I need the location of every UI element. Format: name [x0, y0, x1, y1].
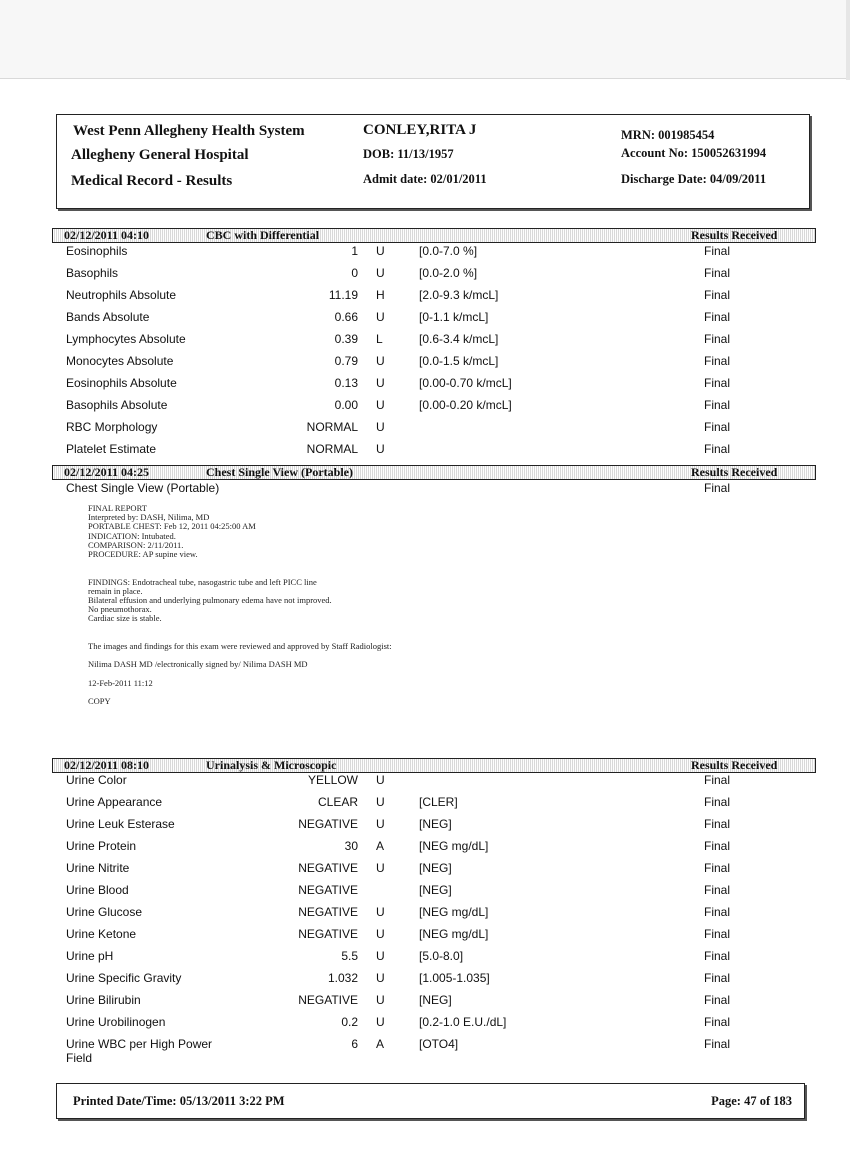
result-flag: U	[376, 244, 385, 258]
result-row	[0, 354, 850, 374]
result-flag: U	[376, 949, 385, 963]
test-name: Chest Single View (Portable)	[66, 481, 220, 495]
discharge-date: Discharge Date: 04/09/2011	[621, 172, 767, 186]
reference-range: [NEG]	[419, 993, 452, 1007]
result-status: Final	[704, 817, 731, 831]
result-status: Final	[704, 905, 731, 919]
result-flag: U	[376, 905, 385, 919]
reference-range: [NEG]	[419, 861, 452, 875]
reference-range: [NEG mg/dL]	[419, 905, 489, 919]
result-flag: A	[376, 1037, 385, 1051]
result-row	[0, 420, 850, 440]
result-status: Final	[704, 927, 731, 941]
org-name: West Penn Allegheny Health System	[73, 123, 305, 139]
test-name: Urine Nitrite	[66, 861, 130, 875]
section-status-header: Results Received	[691, 228, 778, 242]
result-value: NEGATIVE	[298, 993, 358, 1007]
result-value: 5.5	[341, 949, 358, 963]
reference-range: [2.0-9.3 k/mcL]	[419, 288, 499, 302]
result-value: 0.79	[334, 354, 358, 368]
result-value: NORMAL	[306, 420, 358, 434]
result-row	[0, 310, 850, 330]
reference-range: [CLER]	[419, 795, 458, 809]
result-value: 0.13	[334, 376, 358, 390]
result-value: 0.2	[341, 1015, 358, 1029]
report-line: COMPARISON: 2/11/2011.	[88, 539, 184, 550]
admit-date: Admit date: 02/01/2011	[363, 172, 487, 186]
report-line: FINAL REPORT	[88, 503, 147, 513]
result-value: NORMAL	[306, 442, 358, 456]
section-title: CBC with Differential	[206, 228, 320, 242]
result-value: 0.66	[334, 310, 358, 324]
result-value: NEGATIVE	[298, 883, 358, 897]
reference-range: [0.2-1.0 E.U./dL]	[419, 1015, 507, 1029]
result-value: NEGATIVE	[298, 927, 358, 941]
test-name: Urine Appearance	[66, 795, 163, 809]
test-name-continued: Field	[66, 1051, 93, 1065]
result-row	[0, 905, 850, 925]
account-number: Account No: 150052631994	[621, 146, 767, 160]
result-flag: U	[376, 266, 385, 280]
test-name: Platelet Estimate	[66, 442, 157, 456]
reference-range: [0.00-0.20 k/mcL]	[419, 398, 512, 412]
report-line: FINDINGS: Endotracheal tube, nasogastric tube and left PICC line	[88, 576, 317, 587]
result-row	[0, 883, 850, 903]
result-status: Final	[704, 442, 731, 456]
result-flag: U	[376, 420, 385, 434]
result-status: Final	[704, 861, 731, 875]
reference-range: [1.005-1.035]	[419, 971, 490, 985]
reference-range: [OTO4]	[419, 1037, 459, 1051]
result-row	[0, 288, 850, 308]
result-row	[0, 839, 850, 859]
result-value: 1.032	[327, 971, 358, 985]
mrn: MRN: 001985454	[621, 128, 715, 142]
report-line: No pneumothorax.	[88, 604, 152, 615]
result-status: Final	[704, 839, 731, 853]
reference-range: [0.6-3.4 k/mcL]	[419, 332, 499, 346]
result-flag: U	[376, 795, 385, 809]
report-line: INDICATION: Intubated.	[88, 530, 176, 541]
print-footer	[56, 1083, 805, 1119]
report-line: The images and findings for this exam were reviewed and approved by Staff Radiologist:	[88, 641, 392, 652]
reference-range: [0-1.1 k/mcL]	[419, 310, 489, 324]
result-value: CLEAR	[317, 795, 358, 809]
section-header-bar	[52, 758, 816, 773]
patient-name: CONLEY,RITA J	[363, 122, 477, 138]
result-row	[0, 817, 850, 837]
section-header-bar	[52, 228, 816, 243]
result-status: Final	[704, 1015, 731, 1029]
reference-range: [0.0-1.5 k/mcL]	[419, 354, 499, 368]
report-line	[88, 688, 392, 697]
report-line	[88, 559, 392, 568]
result-value: NEGATIVE	[298, 861, 358, 875]
result-value: 6	[351, 1037, 358, 1051]
section-status-header: Results Received	[691, 758, 778, 772]
result-flag: L	[376, 332, 383, 346]
test-name: Monocytes Absolute	[66, 354, 174, 368]
result-status: Final	[704, 398, 731, 412]
test-name: Urine WBC per High Power	[66, 1037, 213, 1051]
result-flag: U	[376, 927, 385, 941]
result-row	[0, 795, 850, 815]
result-flag: U	[376, 1015, 385, 1029]
result-flag: U	[376, 398, 385, 412]
result-status: Final	[704, 376, 731, 390]
test-name: Bands Absolute	[66, 310, 150, 324]
result-row	[0, 332, 850, 352]
test-name: Urine Glucose	[66, 905, 143, 919]
result-status: Final	[704, 288, 731, 302]
test-name: Urine Blood	[66, 883, 129, 897]
result-value: 0.00	[334, 398, 358, 412]
result-row	[0, 949, 850, 969]
result-status: Final	[704, 883, 731, 897]
test-name: Basophils Absolute	[66, 398, 168, 412]
result-status: Final	[704, 949, 731, 963]
report-line: remain in place.	[88, 585, 143, 596]
result-flag: A	[376, 839, 385, 853]
result-value: 30	[344, 839, 358, 853]
result-status: Final	[704, 971, 731, 985]
result-status: Final	[704, 310, 731, 324]
result-flag: U	[376, 861, 385, 875]
result-flag: U	[376, 376, 385, 390]
result-row	[0, 481, 850, 501]
page-number: Page: 47 of 183	[711, 1094, 792, 1108]
result-row	[0, 1015, 850, 1035]
report-line: PORTABLE CHEST: Feb 12, 2011 04:25:00 AM	[88, 521, 256, 532]
test-name: Lymphocytes Absolute	[66, 332, 186, 346]
section-status-header: Results Received	[691, 465, 778, 479]
report-line: Nilima DASH MD /electronically signed by/ Nilima DASH MD	[88, 659, 308, 670]
result-value: 11.19	[328, 288, 358, 302]
report-line: Bilateral effusion and underlying pulmonary edema have not improved.	[88, 595, 332, 606]
section-header-bar	[52, 465, 816, 480]
section-title: Chest Single View (Portable)	[206, 465, 353, 479]
result-status: Final	[704, 481, 731, 495]
section-title: Urinalysis & Microscopic	[206, 758, 337, 772]
reference-range: [0.00-0.70 k/mcL]	[419, 376, 512, 390]
result-flag: U	[376, 993, 385, 1007]
test-name: Basophils	[66, 266, 119, 280]
reference-range: [NEG]	[419, 817, 452, 831]
radiology-report	[88, 504, 392, 706]
result-value: 0	[351, 266, 358, 280]
result-row	[0, 971, 850, 991]
reference-range: [NEG mg/dL]	[419, 839, 489, 853]
test-name: Urine Specific Gravity	[66, 971, 182, 985]
section-datetime: 02/12/2011 08:10	[64, 758, 150, 772]
result-status: Final	[704, 773, 731, 787]
report-line: PROCEDURE: AP supine view.	[88, 549, 198, 560]
result-row	[0, 376, 850, 396]
report-line	[88, 624, 392, 633]
test-name: Urine Ketone	[66, 927, 137, 941]
report-line: COPY	[88, 696, 111, 707]
section-datetime: 02/12/2011 04:10	[64, 228, 150, 242]
result-status: Final	[704, 332, 731, 346]
reference-range: [NEG mg/dL]	[419, 927, 489, 941]
report-line: Interpreted by: DASH, Nilima, MD	[88, 512, 210, 523]
test-name: RBC Morphology	[66, 420, 158, 434]
result-status: Final	[704, 266, 731, 280]
test-name: Urine pH	[66, 949, 114, 963]
result-row	[0, 773, 850, 793]
result-flag: H	[376, 288, 385, 302]
result-value: NEGATIVE	[298, 817, 358, 831]
report-line: 12-Feb-2011 11:12	[88, 677, 153, 688]
result-flag: U	[376, 442, 385, 456]
result-status: Final	[704, 244, 731, 258]
test-name: Eosinophils	[66, 244, 128, 258]
result-status: Final	[704, 354, 731, 368]
test-name: Urine Bilirubin	[66, 993, 141, 1007]
result-status: Final	[704, 795, 731, 809]
result-row	[0, 244, 850, 264]
test-name: Neutrophils Absolute	[66, 288, 177, 302]
test-name-continuation	[0, 1051, 850, 1071]
result-row	[0, 398, 850, 418]
test-name: Urine Leuk Esterase	[66, 817, 175, 831]
reference-range: [5.0-8.0]	[419, 949, 464, 963]
result-flag: U	[376, 817, 385, 831]
result-row	[0, 993, 850, 1013]
result-row	[0, 442, 850, 462]
result-flag: U	[376, 354, 385, 368]
report-line: Cardiac size is stable.	[88, 613, 162, 624]
printed-datetime: Printed Date/Time: 05/13/2011 3:22 PM	[73, 1094, 285, 1108]
patient-dob: DOB: 11/13/1957	[363, 147, 454, 161]
result-flag: U	[376, 971, 385, 985]
result-row	[0, 927, 850, 947]
test-name: Urine Protein	[66, 839, 137, 853]
result-flag: U	[376, 310, 385, 324]
result-row	[0, 266, 850, 286]
test-name: Urine Color	[66, 773, 127, 787]
test-name: Urine Urobilinogen	[66, 1015, 166, 1029]
hospital-name: Allegheny General Hospital	[71, 147, 249, 163]
scan-background-strip	[0, 0, 850, 79]
test-name: Eosinophils Absolute	[66, 376, 177, 390]
result-status: Final	[704, 993, 731, 1007]
document-title: Medical Record - Results	[71, 173, 233, 189]
result-value: NEGATIVE	[298, 905, 358, 919]
reference-range: [0.0-2.0 %]	[419, 266, 478, 280]
result-status: Final	[704, 1037, 731, 1051]
result-value: YELLOW	[307, 773, 358, 787]
result-flag: U	[376, 773, 385, 787]
result-status: Final	[704, 420, 731, 434]
reference-range: [0.0-7.0 %]	[419, 244, 478, 258]
result-value: 1	[351, 244, 358, 258]
section-datetime: 02/12/2011 04:25	[64, 465, 150, 479]
result-value: 0.39	[334, 332, 358, 346]
scan-edge	[846, 0, 850, 80]
result-row	[0, 861, 850, 881]
record-header	[56, 114, 810, 209]
reference-range: [NEG]	[419, 883, 452, 897]
